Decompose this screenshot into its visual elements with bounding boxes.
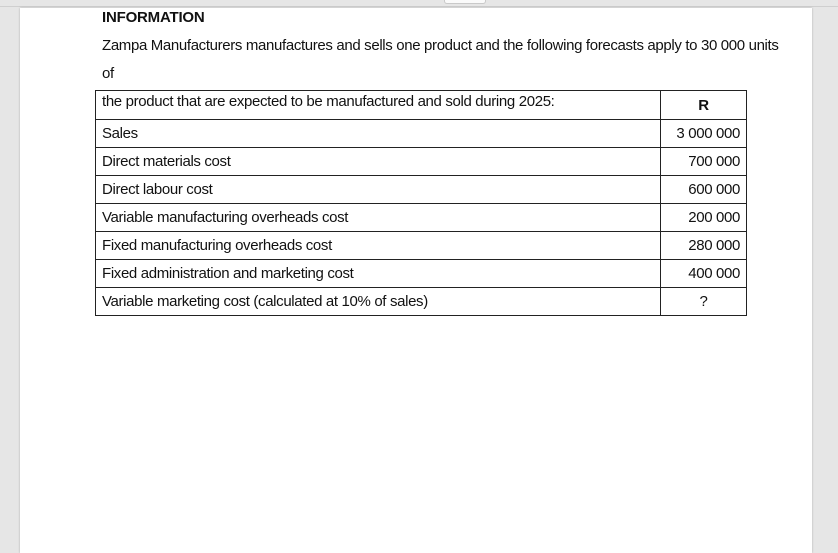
row-amount: 400 000	[661, 260, 747, 288]
document-page	[20, 8, 812, 553]
row-label: Variable manufacturing overheads cost	[96, 204, 661, 232]
row-amount: ?	[661, 288, 747, 316]
row-label: Fixed manufacturing overheads cost	[96, 232, 661, 260]
row-label: Direct labour cost	[96, 176, 661, 204]
intro-paragraph-line-1: Zampa Manufacturers manufactures and sells one product and the following forecasts apply to 30 000 units of	[102, 37, 779, 82]
table-row	[96, 148, 747, 176]
table-row	[96, 176, 747, 204]
page-scroll-handle[interactable]	[444, 0, 486, 4]
row-amount: 600 000	[661, 176, 747, 204]
header-amount-cell: R	[661, 91, 747, 120]
table-row	[96, 120, 747, 148]
table-row	[96, 288, 747, 316]
intro-paragraph-line-2: the product that are expected to be manufactured and sold during 2025:	[102, 93, 555, 110]
table-row	[96, 204, 747, 232]
section-heading: INFORMATION	[102, 9, 205, 26]
row-label: Sales	[96, 120, 661, 148]
row-amount: 700 000	[661, 148, 747, 176]
table-header-row	[96, 91, 747, 120]
row-amount: 200 000	[661, 204, 747, 232]
row-label: Direct materials cost	[96, 148, 661, 176]
table-row	[96, 260, 747, 288]
row-amount: 3 000 000	[661, 120, 747, 148]
forecast-table	[95, 90, 747, 316]
row-label: Fixed administration and marketing cost	[96, 260, 661, 288]
row-label: Variable marketing cost (calculated at 10% of sales)	[96, 288, 661, 316]
table-row	[96, 232, 747, 260]
viewer-top-bar	[0, 0, 838, 7]
header-label-cell	[96, 91, 661, 120]
row-amount: 280 000	[661, 232, 747, 260]
